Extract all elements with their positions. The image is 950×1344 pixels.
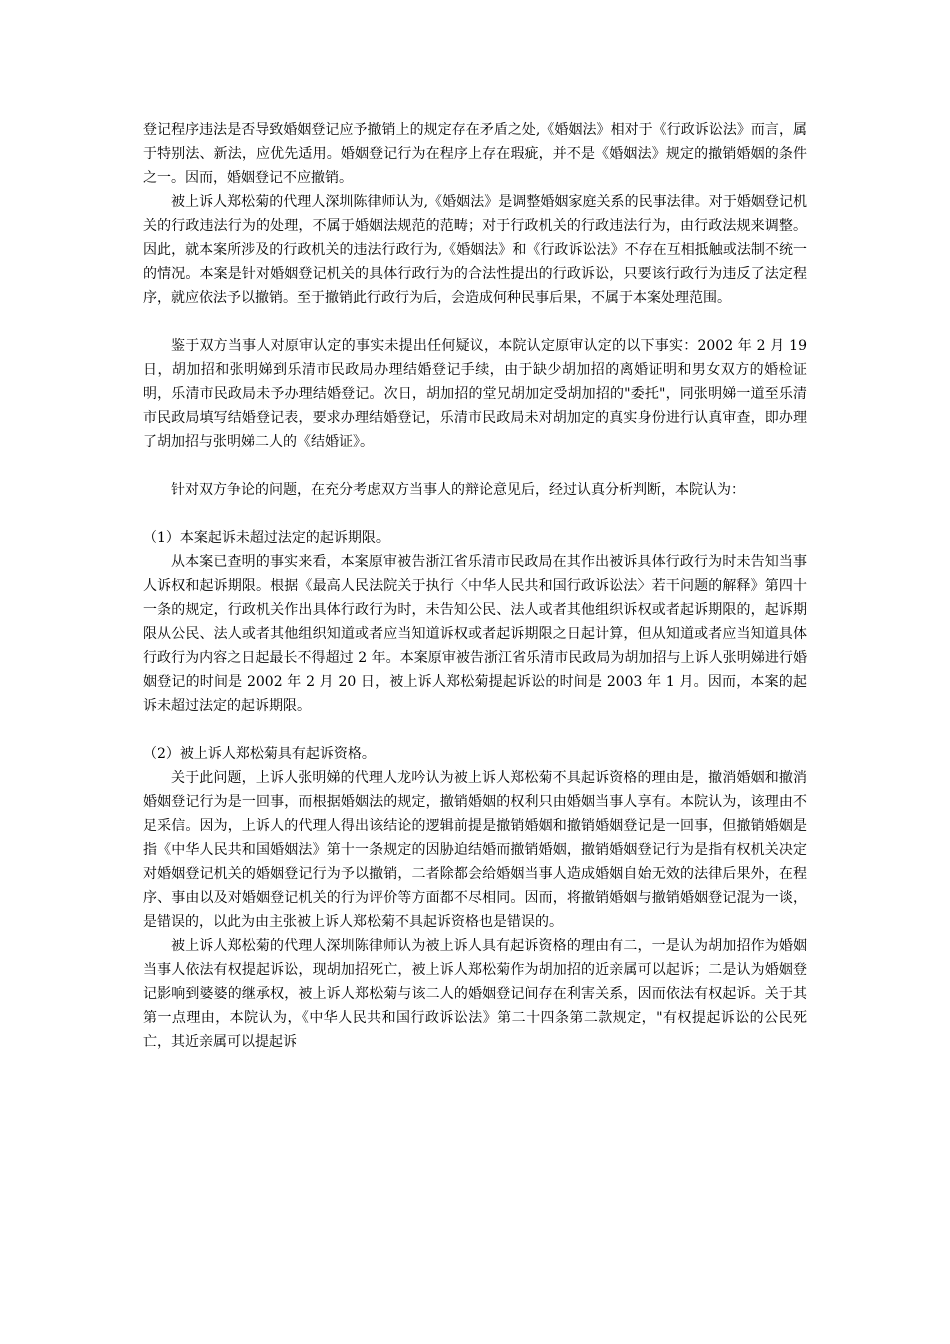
paragraph-5: 从本案已查明的事实来看，本案原审被告浙江省乐清市民政局在其作出被诉具体行政行为时未告知当事人诉权和起诉期限。根据《最高人民法院关于执行〈中华人民共和国行政诉讼法〉若干问题的解释》第四十一条的规定，行政机关作出具体行政行为时，未告知公民、法人或者其他组织诉权或者起诉期限的，起诉期限从公民、法人或者其他组织知道或者应当知道诉权或者起诉期限之日起计算，但从知道或者应当知道具体行政行为内容之日起最长不得超过 2 年。本案原审被告浙江省乐清市民政局为胡加招与上诉人张明娣进行婚姻登记的时间是 2002 年 2 月 20 日，被上诉人郑松菊提起诉讼的时间是 2003 年 1 月。因而，本案的起诉未超过法定的起诉期限。 [143,554,807,714]
section-heading-1: （1）本案起诉未超过法定的起诉期限。 [143,530,390,546]
paragraph-1: 登记程序违法是否导致婚姻登记应予撤销上的规定存在矛盾之处,《婚姻法》相对于《行政诉讼法》而言，属于特别法、新法，应优先适用。婚姻登记行为在程序上存在瑕疵，并不是《婚姻法》规定的撤销婚姻的条件之一。因而，婚姻登记不应撤销。 [143,122,807,186]
paragraph-7: 被上诉人郑松菊的代理人深圳陈律师认为被上诉人具有起诉资格的理由有二，一是认为胡加招作为婚姻当事人依法有权提起诉讼，现胡加招死亡，被上诉人郑松菊作为胡加招的近亲属可以起诉；二是认为婚姻登记影响到婆婆的继承权，被上诉人郑松菊与该二人的婚姻登记间存在利害关系，因而依法有权起诉。关于其第一点理由，本院认为，《中华人民共和国行政诉讼法》第二十四条第二款规定，"有权提起诉讼的公民死亡，其近亲属可以提起诉 [143,938,807,1050]
paragraph-2: 被上诉人郑松菊的代理人深圳陈律师认为,《婚姻法》是调整婚姻家庭关系的民事法律。对于婚姻登记机关的行政违法行为的处理，不属于婚姻法规范的范畴；对于行政机关的行政违法行为，由行政法规来调整。因此，就本案所涉及的行政机关的违法行政行为,《婚姻法》和《行政诉讼法》不存在互相抵触或法制不统一的情况。本案是针对婚姻登记机关的具体行政行为的合法性提出的行政诉讼，只要该行政行为违反了法定程序，就应依法予以撤销。至于撤销此行政行为后，会造成何种民事后果，不属于本案处理范围。 [143,194,807,306]
paragraph-6: 关于此问题，上诉人张明娣的代理人龙吟认为被上诉人郑松菊不具起诉资格的理由是，撤消婚姻和撤消婚姻登记行为是一回事，而根据婚姻法的规定，撤销婚姻的权利只由婚姻当事人享有。本院认为，该理由不足采信。因为，上诉人的代理人得出该结论的逻辑前提是撤销婚姻和撤销婚姻登记是一回事，但撤销婚姻是指《中华人民共和国婚姻法》第十一条规定的因胁迫结婚而撤销婚姻，撤销婚姻登记行为是指有权机关决定对婚姻登记机关的婚姻登记行为予以撤销，二者除都会给婚姻当事人造成婚姻自始无效的法律后果外，在程序、事由以及对婚姻登记机关的行为评价等方面都不尽相同。因而，将撤销婚姻与撤销婚姻登记混为一谈，是错误的，以此为由主张被上诉人郑松菊不具起诉资格也是错误的。 [143,770,807,930]
paragraph-4: 针对双方争论的问题，在充分考虑双方当事人的辩论意见后，经过认真分析判断，本院认为： [171,482,745,498]
document-page [143,118,807,1054]
paragraph-3: 鉴于双方当事人对原审认定的事实未提出任何疑议，本院认定原审认定的以下事实：2002 年 2 月 19 日，胡加招和张明娣到乐清市民政局办理结婚登记手续，由于缺少胡加招的离婚证明和男女双方的婚检证明，乐清市民政局未予办理结婚登记。次日，胡加招的堂兄胡加定受胡加招的"委托"，同张明娣一道至乐清市民政局填写结婚登记表，要求办理结婚登记，乐清市民政局未对胡加定的真实身份进行认真审查，即办理了胡加招与张明娣二人的《结婚证》。 [143,338,807,450]
section-heading-2: （2）被上诉人郑松菊具有起诉资格。 [143,746,376,762]
